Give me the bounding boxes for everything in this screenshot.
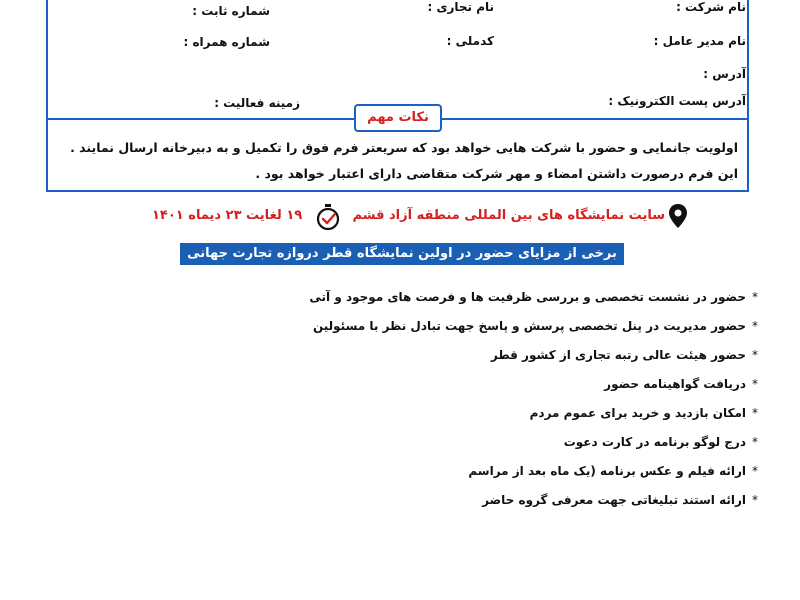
list-item-text: دریافت گواهینامه حضور: [604, 377, 746, 391]
list-item: [309, 290, 758, 319]
list-item: [309, 464, 758, 493]
national-code-field[interactable]: کدملی :: [446, 34, 494, 48]
bullet-star: *: [752, 319, 758, 333]
list-item-text: درج لوگو برنامه در کارت دعوت: [563, 435, 746, 449]
important-notes-title: نکات مهم: [354, 104, 442, 132]
list-item-text: حضور مدیریت در پنل تخصصی پرسش و پاسخ جهت تبادل نظر با مسئولین: [312, 319, 746, 333]
list-item-text: حضور هیئت عالی رتبه تجاری از کشور قطر: [490, 348, 746, 362]
event-date: ۱۹ لغایت ۲۳ دیماه ۱۴۰۱: [152, 208, 303, 223]
list-item-text: ارائه استند تبلیغاتی جهت معرفی گروه حاضر: [482, 493, 746, 507]
bullet-star: *: [752, 348, 758, 362]
benefits-heading: برخی از مزایای حضور در اولین نمایشگاه قطر دروازه تجارت جهانی: [180, 243, 624, 265]
note-line-1: اولویت جانمایی و حضور با شرکت هایی خواهد بود که سریعتر فرم فوق را تکمیل و به دبیرخانه ارسال نمایند .: [70, 140, 738, 155]
benefits-list: [309, 290, 758, 522]
list-item-text: حضور در نشست تخصصی و بررسی ظرفیت ها و فرصت های موجود و آتی: [309, 290, 746, 304]
venue-text: سایت نمایشگاه های بین المللی منطقه آزاد قشم: [352, 208, 665, 223]
location-pin-icon: [668, 203, 688, 229]
bullet-star: *: [752, 290, 758, 304]
landline-field[interactable]: شماره ثابت :: [192, 4, 270, 18]
bullet-star: *: [752, 377, 758, 391]
note-line-2: این فرم درصورت داشتن امضاء و مهر شرکت متقاضی دارای اعتبار خواهد بود .: [255, 166, 738, 181]
list-item: [309, 348, 758, 377]
email-field[interactable]: آدرس پست الکترونیک :: [608, 94, 746, 108]
activity-field[interactable]: زمینه فعالیت :: [214, 96, 300, 110]
list-item: [309, 435, 758, 464]
bullet-star: *: [752, 406, 758, 420]
trade-name-field[interactable]: نام تجاری :: [427, 0, 494, 14]
list-item-text: ارائه فیلم و عکس برنامه (یک ماه بعد از مراسم: [468, 464, 746, 478]
mobile-field[interactable]: شماره همراه :: [183, 35, 270, 49]
list-item: [309, 319, 758, 348]
bullet-star: *: [752, 464, 758, 478]
stopwatch-icon: [314, 203, 342, 231]
address-field[interactable]: آدرس :: [703, 67, 746, 81]
list-item: [309, 377, 758, 406]
ceo-name-field[interactable]: نام مدیر عامل :: [653, 34, 746, 48]
bullet-star: *: [752, 435, 758, 449]
list-item-text: امکان بازدید و خرید برای عموم مردم: [529, 406, 746, 420]
company-name-field[interactable]: نام شرکت :: [676, 0, 746, 14]
bullet-star: *: [752, 493, 758, 507]
list-item: [309, 406, 758, 435]
list-item: [309, 493, 758, 522]
